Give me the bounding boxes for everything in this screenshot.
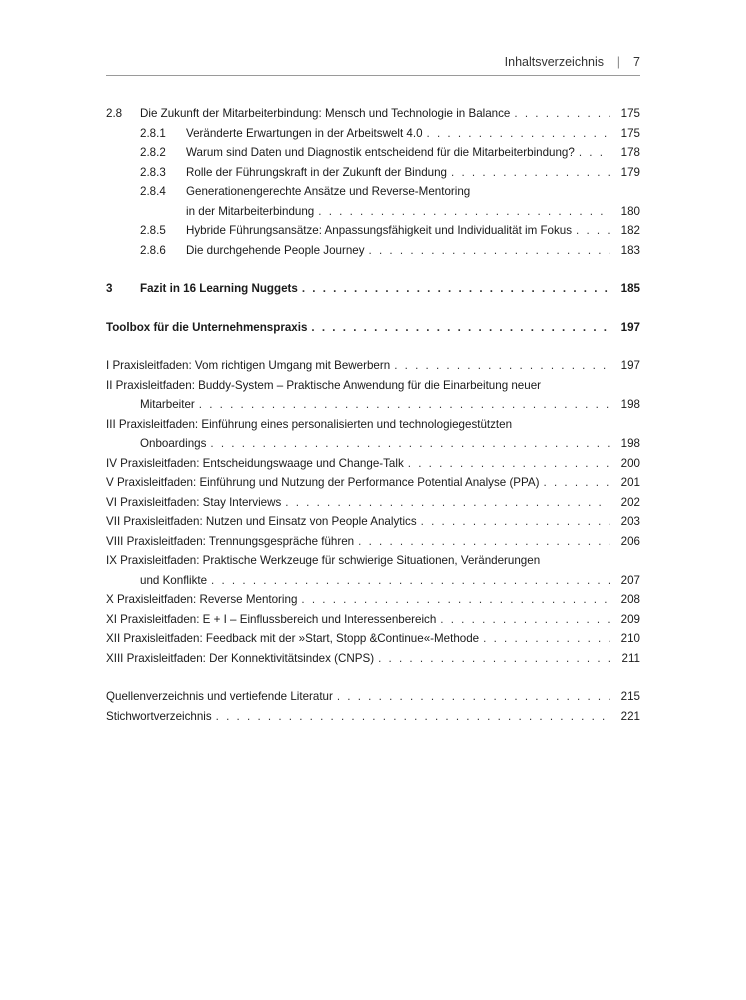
toc-entry[interactable] (106, 318, 640, 338)
toc-entry-page: 175 (620, 126, 640, 140)
dot-leader (421, 512, 610, 532)
toc-entry-title (106, 454, 610, 474)
toc-entry-title (106, 473, 610, 493)
toc-entry[interactable] (106, 124, 640, 144)
toc-entry-page: 207 (620, 573, 640, 587)
dot-leader (302, 279, 610, 299)
dot-leader (369, 241, 610, 261)
dot-leader (301, 590, 610, 610)
toc-entry-text: VII Praxisleitfaden: Nutzen und Einsatz von People Analytics (106, 515, 417, 528)
toc-entry-title (106, 610, 610, 630)
dot-leader (199, 395, 610, 415)
dot-leader (210, 434, 610, 454)
toc-entry[interactable] (106, 610, 640, 630)
section-gap (106, 299, 640, 318)
toc-entry-page: 206 (620, 534, 640, 548)
toc-entry-text: I Praxisleitfaden: Vom richtigen Umgang mit Bewerbern (106, 359, 391, 372)
toc-entry[interactable] (106, 376, 640, 396)
dot-leader (394, 356, 610, 376)
toc-entry-page: 198 (620, 437, 640, 450)
dot-leader (408, 454, 610, 474)
toc-entry-number: 2.8.6 (140, 243, 166, 257)
toc-entry-number: 2.8.1 (140, 126, 166, 140)
toc-entry-title (106, 318, 610, 338)
toc-entry-text: in der Mitarbeiterbindung (186, 204, 315, 218)
toc-entry-page: 198 (620, 398, 640, 411)
toc-entry-number: 2.8.3 (140, 165, 166, 179)
dot-leader (311, 318, 610, 338)
dot-leader (576, 221, 610, 241)
dot-leader (579, 143, 610, 163)
toc-entry-text: Toolbox für die Unternehmenspraxis (106, 320, 308, 334)
toc-entry[interactable] (106, 473, 640, 493)
toc-entry[interactable] (106, 551, 640, 571)
toc-entry[interactable] (106, 707, 640, 727)
toc-entry-title (186, 202, 610, 222)
toc-entry[interactable] (106, 649, 640, 669)
section-gap (106, 668, 640, 687)
toc-entry[interactable] (106, 143, 640, 163)
header-separator: | (616, 55, 620, 69)
toc-entry[interactable] (106, 512, 640, 532)
toc-entry-title (140, 395, 610, 415)
toc-entry-page: 203 (620, 515, 640, 528)
toc-entry-text: II Praxisleitfaden: Buddy-System – Praktische Anwendung für die Einarbeitung neuer (106, 378, 542, 392)
toc-entry-page: 183 (620, 243, 640, 257)
dot-leader (216, 707, 610, 727)
toc-entry-title (106, 415, 640, 435)
toc-entry-number: 2.8.2 (140, 146, 166, 159)
header-page-number: 7 (633, 55, 640, 69)
toc-entry-page: 179 (620, 165, 640, 179)
toc-entry-title (140, 434, 610, 454)
dot-leader (337, 687, 610, 707)
toc-entry-page: 185 (620, 282, 640, 295)
dot-leader (483, 629, 610, 649)
toc-entry-title (106, 551, 640, 571)
toc-entry-title (106, 707, 610, 727)
dot-leader (514, 104, 610, 124)
toc-entry-text: IV Praxisleitfaden: Entscheidungswaage und Change-Talk (106, 456, 404, 470)
toc-entry[interactable] (106, 395, 640, 415)
dot-leader (440, 610, 610, 630)
toc-entry-page: 201 (620, 476, 640, 489)
toc-entry-page: 209 (620, 612, 640, 626)
toc-entry-page: 200 (620, 456, 640, 470)
running-header (106, 55, 640, 73)
toc-entry-text: Veränderte Erwartungen in der Arbeitswelt 4.0 (186, 126, 423, 140)
toc-entry[interactable] (106, 493, 640, 513)
toc-entry-text: XIII Praxisleitfaden: Der Konnektivitätsindex (CNPS) (106, 651, 375, 665)
toc-entry-title (106, 629, 610, 649)
header-title: Inhaltsverzeichnis (504, 55, 604, 69)
toc-entry-page: 211 (621, 651, 640, 665)
toc-entry-text: Generationengerechte Ansätze und Reverse-Mentoring (186, 185, 471, 198)
dot-leader (318, 202, 610, 222)
toc-entry-text: IX Praxisleitfaden: Praktische Werkzeuge für schwierige Situationen, Veränderungen (106, 554, 541, 567)
toc-entry-number: 3 (106, 282, 113, 295)
toc-entry[interactable] (106, 182, 640, 202)
section-gap (106, 260, 640, 279)
toc-entry-title (186, 221, 610, 241)
toc-entry-text: VIII Praxisleitfaden: Trennungsgespräche führen (106, 534, 355, 548)
toc-entry-page: 180 (620, 204, 640, 218)
toc-entry-title (186, 182, 640, 202)
dot-leader (427, 124, 610, 144)
toc-entry-page: 221 (620, 709, 640, 723)
toc-entry[interactable] (106, 202, 640, 222)
dot-leader (451, 163, 610, 183)
toc-entry-title (106, 376, 640, 396)
section-gap (106, 337, 640, 356)
toc-entry-text: Fazit in 16 Learning Nuggets (140, 282, 298, 295)
toc-entry-number: 2.8 (106, 107, 123, 120)
toc-entry-title (106, 512, 610, 532)
toc-entry-text: Warum sind Daten und Diagnostik entscheidend für die Mitarbeiterbindung? (186, 146, 575, 159)
toc-entry-page: 175 (620, 107, 640, 120)
toc-entry-text: Quellenverzeichnis und vertiefende Literatur (106, 690, 333, 703)
toc-entry-text: Rolle der Führungskraft in der Zukunft der Bindung (186, 165, 448, 179)
toc-entry-text: und Konflikte (140, 573, 208, 587)
dot-leader (378, 649, 610, 669)
toc-entry-page: 178 (620, 146, 640, 159)
toc-entry-text: Stichwortverzeichnis (106, 709, 212, 723)
toc-entry-number: 2.8.5 (140, 224, 166, 237)
toc-entry-title (140, 571, 610, 591)
toc-entry-text: Die durchgehende People Journey (186, 243, 365, 257)
toc-entry-title (140, 104, 610, 124)
toc-entry[interactable] (106, 241, 640, 261)
toc-entry-title (186, 163, 610, 183)
toc-entry-page: 210 (620, 632, 640, 645)
toc-entry-text: Onboardings (140, 437, 207, 450)
toc-entry-text: V Praxisleitfaden: Einführung und Nutzung der Performance Potential Analyse (PPA) (106, 476, 540, 489)
dot-leader (285, 493, 610, 513)
dot-leader (358, 532, 610, 552)
toc-entry-title (106, 590, 610, 610)
toc-entry-title (186, 241, 610, 261)
toc-entry[interactable] (106, 687, 640, 707)
toc-entry-text: VI Praxisleitfaden: Stay Interviews (106, 495, 282, 509)
dot-leader (211, 571, 610, 591)
toc-entry[interactable] (106, 454, 640, 474)
toc-entry[interactable] (106, 279, 640, 299)
toc-entry-title (106, 649, 610, 669)
toc-entry-title (186, 124, 610, 144)
toc-entry[interactable] (106, 571, 640, 591)
toc-entry-text: Die Zukunft der Mitarbeiterbindung: Mensch und Technologie in Balance (140, 107, 511, 120)
toc-entry-page: 215 (620, 690, 640, 703)
toc-entry-title (106, 532, 610, 552)
header-rule (106, 75, 640, 76)
toc-entry-title (106, 493, 610, 513)
toc-entry-page: 197 (620, 320, 640, 334)
toc-entry-text: XII Praxisleitfaden: Feedback mit der »Start, Stopp &Continue«-Methode (106, 632, 480, 645)
toc-entry-title (186, 143, 610, 163)
toc-entry[interactable] (106, 434, 640, 454)
toc-entry[interactable] (106, 629, 640, 649)
table-of-contents (106, 104, 640, 726)
toc-entry-title (140, 279, 610, 299)
toc-entry-title (106, 356, 610, 376)
toc-entry-text: III Praxisleitfaden: Einführung eines personalisierten und technologiegestützten (106, 417, 513, 431)
toc-entry[interactable] (106, 221, 640, 241)
toc-entry[interactable] (106, 532, 640, 552)
dot-leader (544, 473, 610, 493)
toc-entry[interactable] (106, 104, 640, 124)
toc-entry[interactable] (106, 356, 640, 376)
toc-entry-text: Mitarbeiter (140, 398, 195, 411)
toc-entry-page: 208 (620, 593, 640, 606)
toc-entry-text: X Praxisleitfaden: Reverse Mentoring (106, 593, 298, 606)
toc-entry[interactable] (106, 163, 640, 183)
toc-entry[interactable] (106, 415, 640, 435)
toc-entry-number: 2.8.4 (140, 185, 166, 198)
toc-entry-title (106, 687, 610, 707)
toc-entry-text: Hybride Führungsansätze: Anpassungsfähigkeit und Individualität im Fokus (186, 224, 573, 237)
toc-entry[interactable] (106, 590, 640, 610)
toc-entry-page: 202 (620, 495, 640, 509)
toc-entry-page: 182 (620, 224, 640, 237)
toc-entry-text: XI Praxisleitfaden: E + I – Einflussbereich und Interessenbereich (106, 612, 437, 626)
toc-entry-page: 197 (620, 359, 640, 372)
